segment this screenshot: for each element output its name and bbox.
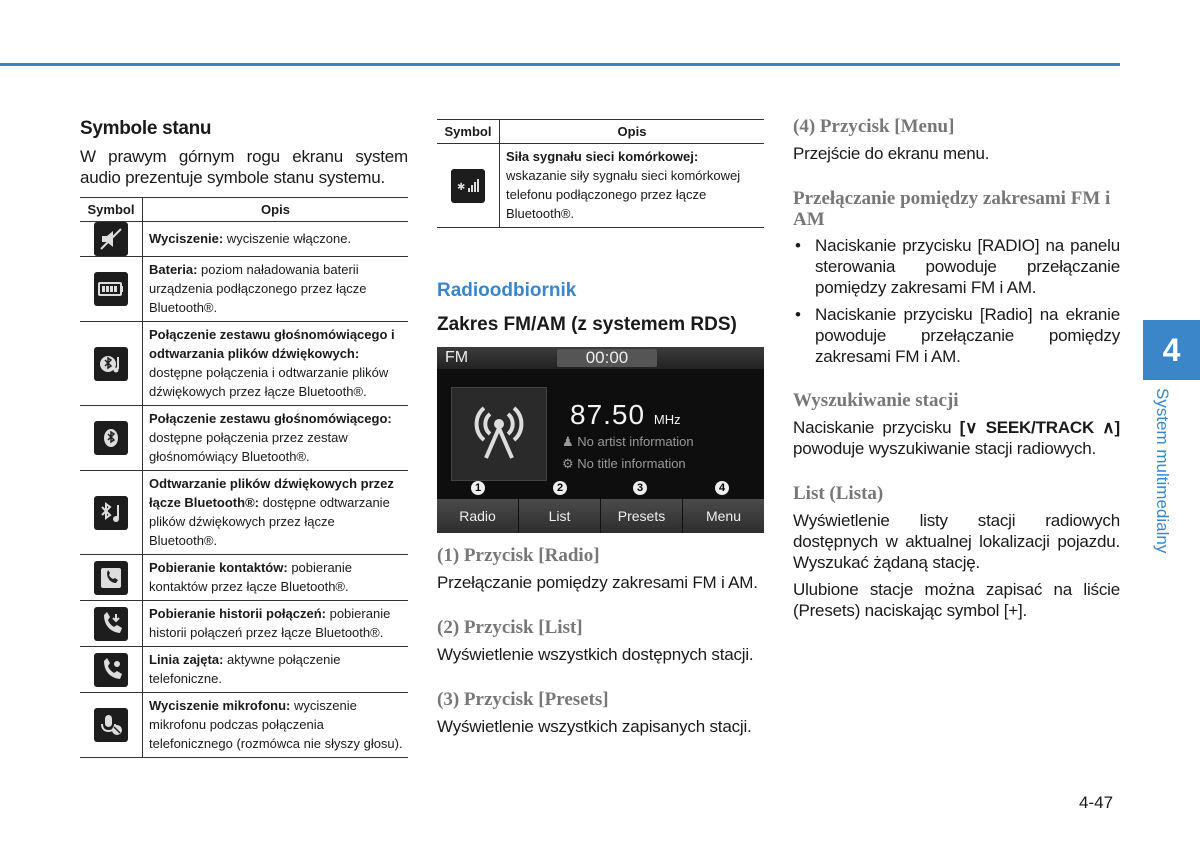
- search-text-b: powoduje wyszukiwanie stacji radiowych.: [793, 439, 1097, 458]
- bluetooth-handsfree-icon: [94, 421, 128, 455]
- desc-rest: pobieranie kontaktów przez łącze Bluetooth®.: [149, 560, 353, 594]
- artist-info: [562, 434, 694, 450]
- section-title: Symbole stanu: [80, 118, 212, 139]
- table-row: [80, 693, 408, 758]
- item-head: (2) Przycisk [List]: [437, 617, 583, 638]
- radio-heading: Radioodbiornik: [437, 280, 577, 301]
- table-row: [80, 555, 408, 601]
- table-row: [80, 471, 408, 555]
- chapter-label-text: System multimedialny: [1153, 388, 1172, 554]
- desc-bold: Wyciszenie mikrofonu:: [149, 698, 291, 713]
- clock: 00:00: [557, 349, 657, 367]
- desc-bold: Bateria:: [149, 262, 198, 277]
- row-description: [143, 406, 409, 471]
- fm-am-subtitle: Zakres FM/AM (z systemem RDS): [437, 314, 737, 335]
- svg-text:✱: ✱: [457, 181, 466, 193]
- row-description: [143, 693, 409, 758]
- row-description: [143, 322, 409, 406]
- table-row: [437, 144, 764, 228]
- bluetooth-music-icon: [94, 496, 128, 530]
- desc-rest: dostępne połączenia przez zestaw głośnomówiący Bluetooth®.: [149, 430, 348, 464]
- list-head: List (Lista): [793, 483, 884, 504]
- page-number: 4-47: [1079, 793, 1114, 812]
- presets-button[interactable]: Presets: [601, 499, 683, 533]
- frequency-unit: MHz: [653, 412, 681, 427]
- desc-rest: wyciszenie włączone.: [223, 231, 352, 246]
- status-symbols-table: [80, 197, 408, 758]
- desc-rest: aktywne połączenie telefoniczne.: [149, 652, 341, 686]
- desc-bold: Odtwarzanie plików dźwiękowych przez łącze Bluetooth®:: [149, 476, 394, 510]
- switch-head: Przełączanie pomiędzy zakresami FM i AM: [793, 188, 1111, 230]
- person-icon: ♟: [562, 434, 578, 449]
- row-description: [143, 555, 409, 601]
- table-row: [80, 257, 408, 322]
- row-description: [143, 257, 409, 322]
- table-row: [80, 322, 408, 406]
- header-rule: [0, 63, 1120, 66]
- marker-2: 2: [553, 481, 567, 495]
- seek-track-key: [∨ SEEK/TRACK ∧]: [959, 418, 1120, 437]
- frequency-display: [570, 399, 681, 431]
- col-header-desc: Opis: [143, 198, 409, 222]
- row-description: [500, 144, 765, 228]
- list-text-1: Wyświetlenie listy stacji radiowych dostępnych w aktualnej lokalizacji pojazdu. Wyszukać żądaną stację.: [793, 511, 1120, 572]
- item-head: (1) Przycisk [Radio]: [437, 545, 600, 566]
- line-busy-icon: [94, 653, 128, 687]
- desc-bold: Pobieranie historii połączeń:: [149, 606, 326, 621]
- list-button[interactable]: List: [519, 499, 601, 533]
- contacts-download-icon: [94, 561, 128, 595]
- radio-screen: [437, 347, 764, 533]
- row-description: [143, 222, 409, 257]
- desc-rest: pobieranie historii połączeń przez łącze Bluetooth®.: [149, 606, 391, 640]
- signal-table: [437, 119, 764, 228]
- status-symbols-column: [80, 110, 408, 758]
- intro-text: W prawym górnym rogu ekranu system audio prezentuje symbole stanu systemu.: [80, 147, 408, 187]
- item-text: Wyświetlenie wszystkich dostępnych stacji.: [437, 645, 754, 664]
- chapter-tab: 4: [1143, 320, 1200, 380]
- col-header-symbol: Symbol: [80, 198, 143, 222]
- col-header-symbol: Symbol: [437, 120, 500, 144]
- marker-4: 4: [715, 481, 729, 495]
- desc-rest: dostępne odtwarzanie plików dźwiękowych przez łącze Bluetooth®.: [149, 495, 390, 548]
- switch-bullets: [793, 235, 1120, 367]
- battery-icon: [94, 272, 128, 306]
- radio-column: [437, 119, 764, 737]
- mute-icon: [94, 222, 128, 256]
- desc-rest: poziom naładowania baterii urządzenia podłączonego przez łącze Bluetooth®.: [149, 262, 367, 315]
- desc-bold: Połączenie zestawu głośnomówiącego i odtwarzania plików dźwiękowych:: [149, 327, 395, 361]
- item-text: Wyświetlenie wszystkich zapisanych stacji.: [437, 717, 752, 736]
- radio-button[interactable]: Radio: [437, 499, 519, 533]
- desc-bold: Linia zajęta:: [149, 652, 224, 667]
- search-head: Wyszukiwanie stacji: [793, 390, 959, 411]
- list-text-2: Ulubione stacje można zapisać na liście (Presets) naciskając symbol [+].: [793, 580, 1120, 620]
- call-history-download-icon: [94, 607, 128, 641]
- radio-antenna-icon: [451, 387, 547, 481]
- signal-strength-icon: [451, 169, 485, 203]
- table-row: [80, 601, 408, 647]
- desc-rest: wyciszenie mikrofonu podczas połączenia telefonicznego (rozmówca nie słyszy głosu).: [149, 698, 403, 751]
- table-row: [80, 647, 408, 693]
- desc-bold: Połączenie zestawu głośnomówiącego:: [149, 411, 392, 426]
- list-item: • Naciskanie przycisku [RADIO] na panelu sterowania powoduje przełączanie pomiędzy zakresami FM i AM.: [793, 235, 1120, 298]
- menu-head: (4) Przycisk [Menu]: [793, 116, 955, 137]
- table-row: [80, 222, 408, 257]
- desc-rest: wskazanie siły sygnału sieci komórkowej telefonu podłączonego przez łącze Bluetooth®.: [506, 168, 741, 221]
- menu-text: Przejście do ekranu menu.: [793, 144, 990, 163]
- chapter-label: [1152, 388, 1172, 573]
- item-head: (3) Przycisk [Presets]: [437, 689, 609, 710]
- table-row: [80, 406, 408, 471]
- search-text: [793, 417, 1120, 459]
- screen-button-bar: [437, 499, 764, 533]
- title-info: [562, 456, 686, 472]
- artist-text: No artist information: [577, 434, 694, 449]
- title-text: No title information: [577, 456, 686, 471]
- list-item: • Naciskanie przycisku [Radio] na ekranie powoduje przełączanie pomiędzy zakresami FM i AM.: [793, 304, 1120, 367]
- row-description: [143, 601, 409, 647]
- desc-bold: Pobieranie kontaktów:: [149, 560, 288, 575]
- bluetooth-audio-icon: [94, 347, 128, 381]
- row-description: [143, 647, 409, 693]
- desc-rest: dostępne połączenia i odtwarzanie plików dźwiękowych przez łącze Bluetooth®.: [149, 365, 389, 399]
- music-title-icon: ⚙: [562, 456, 578, 471]
- marker-3: 3: [633, 481, 647, 495]
- desc-bold: Siła sygnału sieci komórkowej:: [506, 149, 699, 164]
- menu-button[interactable]: Menu: [683, 499, 764, 533]
- item-text: Przełączanie pomiędzy zakresami FM i AM.: [437, 573, 758, 592]
- marker-1: 1: [471, 481, 485, 495]
- frequency-value: 87.50: [570, 399, 646, 430]
- row-description: [143, 471, 409, 555]
- col-header-desc: Opis: [500, 120, 765, 144]
- search-text-a: Naciskanie przycisku: [793, 418, 960, 437]
- band-label: FM: [445, 349, 469, 366]
- mic-mute-icon: [94, 708, 128, 742]
- desc-bold: Wyciszenie:: [149, 231, 224, 246]
- radio-functions-column: [793, 116, 1120, 621]
